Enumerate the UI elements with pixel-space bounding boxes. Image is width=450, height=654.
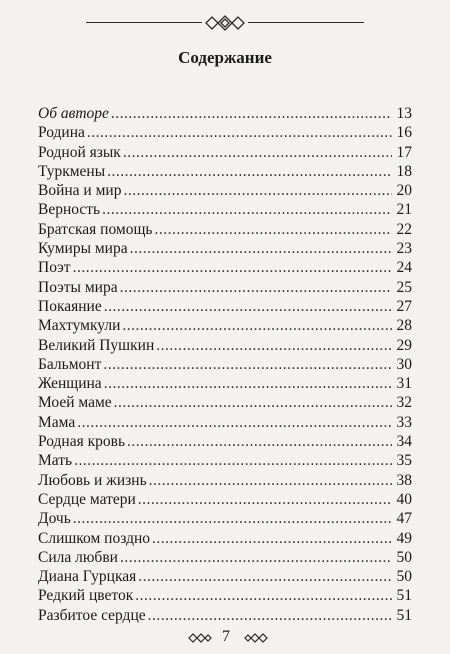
toc-entry-page: 35 [396, 452, 412, 470]
dot-leader [107, 162, 392, 181]
dot-leader [130, 239, 392, 258]
page-number: 7 [222, 628, 230, 645]
toc-entry [38, 490, 412, 509]
dot-leader [87, 123, 392, 142]
toc-entry [38, 567, 412, 586]
page-title: Содержание [178, 48, 272, 67]
dot-leader [138, 567, 392, 586]
dot-leader [123, 143, 392, 162]
toc-entry-page: 51 [396, 587, 412, 605]
dot-leader [135, 586, 392, 605]
toc-entry-page: 13 [396, 105, 412, 122]
toc-entry-page: 34 [396, 433, 412, 451]
page-footer [0, 628, 450, 648]
toc-entry [38, 297, 412, 316]
toc-entry [38, 586, 412, 605]
dot-leader [154, 220, 392, 239]
toc-entry-title: Туркмены [38, 162, 106, 180]
toc-entry-page: 20 [396, 182, 412, 200]
toc-entry [38, 336, 412, 355]
toc-entry [38, 393, 412, 412]
toc-entry [38, 413, 412, 432]
dot-leader [152, 529, 392, 548]
toc-entry-page: 51 [396, 606, 412, 624]
toc-entry [38, 143, 412, 162]
toc-entry-page: 17 [396, 143, 412, 161]
toc-entry-page: 50 [396, 568, 412, 586]
toc-entry-title: Разбитое сердце [38, 606, 146, 624]
toc-entry-title: Война и мир [38, 182, 122, 200]
toc-entry-title: Родная кровь [38, 433, 126, 451]
dot-leader [138, 490, 392, 509]
toc-entry-title: Великий Пушкин [38, 336, 155, 354]
toc-entry-title: Любовь и жизнь [38, 471, 147, 489]
toc-entry [38, 104, 412, 123]
toc-entry [38, 258, 412, 277]
dot-leader [104, 374, 392, 393]
toc-entry-title: Дочь [38, 510, 71, 528]
toc-entry-page: 30 [396, 355, 412, 373]
dot-leader [114, 393, 392, 412]
toc-entry-title: Женщина [38, 375, 102, 393]
toc-entry [38, 355, 412, 374]
dot-leader [103, 355, 392, 374]
dot-leader [120, 548, 392, 567]
toc-entry [38, 606, 412, 625]
toc-entry-page: 50 [396, 548, 412, 566]
toc-entry [38, 162, 412, 181]
toc-entry-page: 25 [396, 278, 412, 296]
toc-entry-title: Моей маме [38, 394, 112, 412]
toc-entry-title: Братская помощь [38, 220, 153, 238]
toc-entry-page: 33 [396, 413, 412, 431]
dot-leader [111, 104, 392, 123]
toc-entry-page: 16 [396, 124, 412, 142]
toc-entry-page: 47 [396, 510, 412, 528]
toc-entry-title: Кумиры мира [38, 240, 128, 258]
toc-entry-page: 23 [396, 240, 412, 258]
toc-entry-page: 24 [396, 259, 412, 277]
dot-leader [73, 258, 392, 277]
dot-leader [123, 181, 392, 200]
toc-entry-title: Покаяние [38, 297, 102, 315]
toc-entry [38, 471, 412, 490]
toc-entry-title: Поэт [38, 259, 71, 277]
toc-entry-page: 18 [396, 162, 412, 180]
toc-entry-title: Родина [38, 124, 85, 142]
dot-leader [148, 606, 392, 625]
toc-entry-title: Бальмонт [38, 355, 102, 373]
toc-entry-title: Махтумкули [38, 317, 121, 335]
toc-entry-title: Редкий цветок [38, 587, 134, 605]
footer-ornament-left-icon [188, 632, 212, 644]
toc-entry-page: 27 [396, 297, 412, 315]
table-of-contents [38, 104, 412, 625]
toc-entry-page: 38 [396, 471, 412, 489]
toc-entry-title: Сила любви [38, 548, 118, 566]
dot-leader [74, 451, 392, 470]
toc-entry [38, 432, 412, 451]
dot-leader [102, 200, 392, 219]
toc-entry-title: Мама [38, 413, 76, 431]
toc-entry-title: Об авторе [38, 105, 109, 122]
toc-entry-title: Поэты мира [38, 278, 118, 296]
toc-entry [38, 451, 412, 470]
toc-entry-page: 29 [396, 336, 412, 354]
dot-leader [156, 336, 392, 355]
toc-entry [38, 200, 412, 219]
toc-entry-title: Слишком поздно [38, 529, 151, 547]
toc-entry-page: 22 [396, 220, 412, 238]
dot-leader [122, 316, 392, 335]
dot-leader [104, 297, 392, 316]
toc-entry [38, 123, 412, 142]
toc-entry-page: 49 [396, 529, 412, 547]
toc-entry-page: 21 [396, 201, 412, 219]
toc-entry [38, 220, 412, 239]
dot-leader [149, 471, 392, 490]
toc-entry [38, 181, 412, 200]
toc-entry-page: 28 [396, 317, 412, 335]
ornament-line-left [86, 22, 202, 23]
toc-entry-title: Мать [38, 452, 73, 470]
dot-leader [120, 278, 392, 297]
toc-entry-page: 40 [396, 490, 412, 508]
top-ornament-rule [86, 14, 364, 32]
toc-entry [38, 529, 412, 548]
dot-leader [127, 432, 392, 451]
ornament-icon [204, 14, 246, 32]
dot-leader [73, 509, 392, 528]
toc-entry [38, 316, 412, 335]
toc-entry [38, 278, 412, 297]
toc-entry-title: Диана Гурцкая [38, 568, 137, 586]
toc-entry-title: Родной язык [38, 143, 121, 161]
footer-ornament-right-icon [244, 632, 268, 644]
toc-entry-page: 32 [396, 394, 412, 412]
toc-entry-title: Верность [38, 201, 101, 219]
toc-entry-title: Сердце матери [38, 490, 136, 508]
dot-leader [77, 413, 392, 432]
ornament-line-right [248, 22, 364, 23]
toc-entry [38, 374, 412, 393]
toc-entry [38, 548, 412, 567]
toc-entry-page: 31 [396, 375, 412, 393]
toc-entry [38, 239, 412, 258]
toc-entry [38, 509, 412, 528]
